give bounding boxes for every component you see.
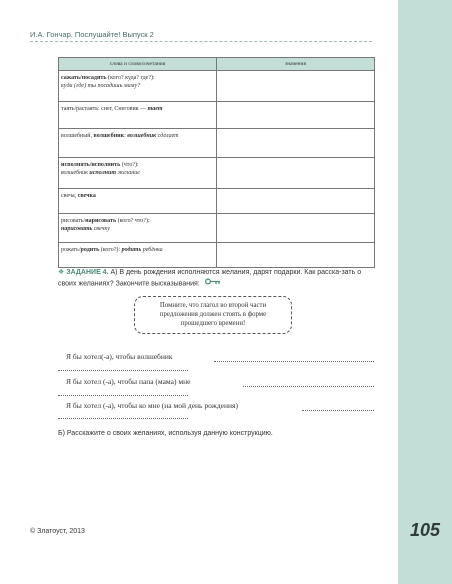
word-fragment: родить <box>80 247 100 253</box>
answer-line[interactable] <box>58 418 188 419</box>
word-fragment: волшебник <box>93 133 125 139</box>
word-fragment: (что?): <box>120 162 139 168</box>
table-row <box>59 129 375 158</box>
word-fragment: исполнять/исполнить <box>61 162 121 168</box>
word-fragment: рисовать/ <box>61 218 86 224</box>
page-side-bar <box>398 0 452 584</box>
word-fragment: (кого? куда? где?): <box>106 75 155 81</box>
meaning-cell[interactable] <box>217 243 375 268</box>
word-fragment: родить <box>121 247 142 253</box>
word-fragment: (кого? что?): <box>116 218 150 224</box>
word-cell <box>59 71 217 102</box>
table-row <box>59 243 375 268</box>
word-fragment: сделает <box>156 133 179 139</box>
page-number: 105 <box>409 520 441 540</box>
answer-line[interactable] <box>58 395 188 396</box>
task-label: ЗАДАНИЕ 4. <box>66 269 109 276</box>
word-fragment: свечку <box>92 226 110 232</box>
sentence-1: Я бы хотел(-а), чтобы волшебник <box>66 352 173 361</box>
word-fragment: рожать/ <box>61 247 81 253</box>
table-header-row <box>59 58 375 71</box>
word-fragment: нарисовать <box>61 226 93 232</box>
table-row <box>59 214 375 243</box>
task-4 <box>58 268 376 289</box>
word-fragment: волшебник <box>127 133 157 139</box>
task-text: А) В день рождения исполняются желания, дарят подарки. Как расска-зать о своих желаниях? Закончите высказывания: <box>58 269 362 288</box>
word-cell <box>59 189 217 214</box>
meaning-cell[interactable] <box>217 129 375 158</box>
meaning-cell[interactable] <box>217 189 375 214</box>
meaning-cell[interactable] <box>217 214 375 243</box>
table-row <box>59 71 375 102</box>
header-divider <box>30 41 372 42</box>
grammar-note: Помните, что глагол во второй части предложения должен стоять в форме прошедшего времени! <box>134 296 292 334</box>
word-fragment: желание <box>116 170 140 176</box>
column-header-meanings: значения <box>217 58 375 71</box>
table-row <box>59 158 375 189</box>
word-fragment: сажать/посадить <box>61 75 107 81</box>
word-cell <box>59 158 217 189</box>
task-part-b: Б) Расскажите о своих желаниях, используя данную конструкцию. <box>58 430 273 437</box>
answer-line[interactable] <box>58 370 188 371</box>
word-cell <box>59 214 217 243</box>
table-row <box>59 189 375 214</box>
answer-line[interactable] <box>214 361 374 362</box>
sentence-2: Я бы хотел (-а), чтобы папа (мама) мне <box>66 377 191 386</box>
word-fragment: свечка <box>77 193 96 199</box>
word-fragment: нарисовать <box>85 218 117 224</box>
word-fragment: волшебник <box>61 170 90 176</box>
word-cell <box>59 243 217 268</box>
table-row <box>59 102 375 129</box>
word-fragment: ребёнка <box>141 247 163 253</box>
meaning-cell[interactable] <box>217 158 375 189</box>
answer-line[interactable] <box>243 386 374 387</box>
meaning-cell[interactable] <box>217 102 375 129</box>
answer-line[interactable] <box>302 410 374 411</box>
word-fragment: таять/растаять: снег, Снеговик — <box>61 106 148 112</box>
column-header-words: слова и словосочетания <box>59 58 217 71</box>
word-fragment: свеча, <box>61 193 78 199</box>
key-icon <box>205 278 221 289</box>
word-cell <box>59 129 217 158</box>
word-fragment: волшебный, <box>61 133 94 139</box>
word-fragment: тает <box>147 106 163 112</box>
word-cell <box>59 102 217 129</box>
diamond-icon: ❖ <box>58 269 65 276</box>
running-header: И.А. Гончар. Послушайте! Выпуск 2 <box>30 30 154 39</box>
word-fragment: : <box>124 133 128 139</box>
meaning-cell[interactable] <box>217 71 375 102</box>
copyright-footer: © Златоуст, 2013 <box>30 528 85 535</box>
word-fragment: (кого?): <box>99 247 122 253</box>
vocabulary-table <box>58 57 375 268</box>
sentence-3: Я бы хотел (-а), чтобы ко мне (на мой день рождения) <box>66 401 238 410</box>
word-fragment: куда (где) ты посадишь маму? <box>61 83 141 89</box>
word-fragment: исполнит <box>89 170 117 176</box>
